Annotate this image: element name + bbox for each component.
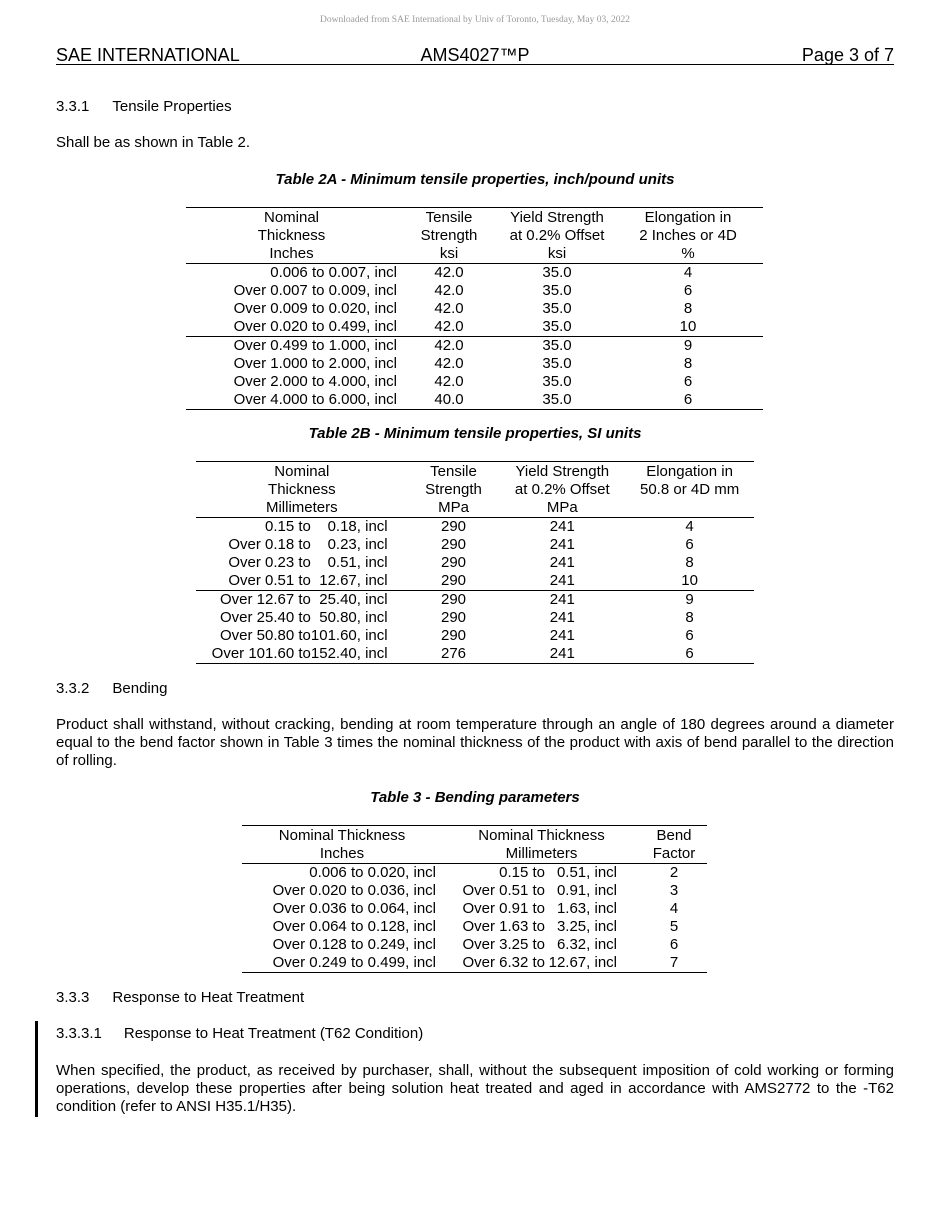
- thickness-mm-to-cell: 1.63, incl: [556, 900, 617, 917]
- table-row: [186, 373, 763, 391]
- table-row: [196, 591, 754, 610]
- table-row: [186, 300, 763, 318]
- table-2b: [196, 461, 754, 664]
- table-header-cell: ksi: [397, 245, 501, 264]
- table-header-cell: Yield Strength: [499, 462, 625, 482]
- tensile-cell: 42.0: [434, 264, 464, 281]
- yield-cell: 35.0: [501, 391, 613, 410]
- thickness-inches-cell: Over 0.128 to 0.249, incl: [272, 936, 436, 953]
- table-header-cell: Millimeters: [196, 499, 408, 518]
- yield-cell: 241: [549, 518, 575, 535]
- thickness-mm-to-cell: 3.25, incl: [556, 918, 617, 935]
- table-header-cell: Tensile: [397, 208, 501, 228]
- elongation-cell: 6: [613, 391, 763, 410]
- thickness-mm-to-cell: 6.32, incl: [556, 936, 617, 953]
- table-header-cell: MPa: [408, 499, 500, 518]
- section-number: 3.3.3.1: [56, 1025, 102, 1042]
- elongation-cell: 10: [681, 572, 698, 589]
- tensile-cell: 42.0: [434, 282, 464, 299]
- elongation-cell: 8: [685, 554, 694, 571]
- section-3-3-2-heading: [56, 680, 167, 698]
- yield-cell: 35.0: [542, 282, 572, 299]
- thickness-to-cell: 25.40, incl: [311, 591, 408, 610]
- tensile-cell: 290: [440, 627, 467, 644]
- thickness-cell: Over 4.000 to 6.000, incl: [186, 391, 397, 410]
- thickness-from-cell: Over 50.80 to: [220, 627, 311, 644]
- thickness-cell: Over 0.009 to 0.020, incl: [233, 300, 397, 317]
- elongation-cell: 8: [683, 300, 693, 317]
- elongation-cell: 10: [679, 318, 697, 335]
- table-header-cell: Millimeters: [442, 845, 641, 864]
- yield-cell: 241: [499, 645, 625, 664]
- yield-cell: 35.0: [542, 355, 572, 372]
- table-header-cell: at 0.2% Offset: [509, 227, 605, 244]
- table-header-cell: Inches: [186, 245, 397, 264]
- table-header-cell: %: [613, 245, 763, 264]
- table-header-cell: Thickness: [257, 227, 326, 244]
- yield-cell: 35.0: [542, 264, 572, 281]
- bend-factor-cell: 6: [669, 936, 679, 953]
- header-page-number: Page 3 of 7: [801, 45, 894, 65]
- table-header-cell: at 0.2% Offset: [514, 481, 610, 498]
- table-2a-caption: Table 2A - Minimum tensile properties, inch/pound units: [275, 171, 675, 188]
- table-header-cell: Nominal: [186, 208, 397, 228]
- thickness-from-cell: Over 25.40 to: [220, 609, 311, 626]
- table-row: [242, 954, 707, 973]
- table-header-cell: 50.8 or 4D mm: [639, 481, 740, 498]
- bend-factor-cell: 4: [669, 900, 679, 917]
- header-doc-number: AMS4027™P: [420, 45, 530, 65]
- table-row: [242, 882, 707, 900]
- yield-cell: 35.0: [542, 300, 572, 317]
- table-row: [196, 518, 754, 537]
- table-3: [242, 825, 707, 973]
- table-header-cell: Elongation in: [613, 208, 763, 228]
- thickness-cell: Over 1.000 to 2.000, incl: [233, 355, 397, 372]
- thickness-mm-from-cell: 0.15 to: [499, 864, 545, 881]
- table-header-cell: Inches: [242, 845, 442, 864]
- thickness-mm-from-cell: Over 3.25 to: [462, 936, 545, 953]
- thickness-inches-cell: Over 0.064 to 0.128, incl: [272, 918, 436, 935]
- thickness-to-cell: 152.40, incl: [311, 645, 408, 664]
- table-header-cell: Strength: [420, 227, 478, 244]
- elongation-cell: 6: [683, 282, 693, 299]
- tensile-cell: 42.0: [434, 318, 464, 335]
- elongation-cell: 6: [685, 627, 694, 644]
- thickness-mm-from-cell: Over 6.32 to: [442, 954, 545, 973]
- table-2a: [186, 207, 763, 410]
- elongation-cell: 6: [685, 536, 694, 553]
- thickness-cell: 0.006 to 0.007, incl: [270, 264, 397, 281]
- thickness-cell: Over 2.000 to 4.000, incl: [233, 373, 397, 390]
- elongation-cell: 4: [685, 518, 694, 535]
- thickness-to-cell: 0.18, incl: [327, 518, 388, 535]
- table-row: [186, 391, 763, 410]
- thickness-cell: Over 0.020 to 0.499, incl: [233, 318, 397, 335]
- yield-cell: 35.0: [542, 318, 572, 335]
- elongation-cell: 6: [625, 645, 754, 664]
- thickness-to-cell: 0.51, incl: [327, 554, 388, 571]
- revision-change-bar: [35, 1021, 38, 1117]
- thickness-cell: Over 0.007 to 0.009, incl: [233, 282, 397, 299]
- thickness-to-cell: 12.67, incl: [319, 572, 388, 589]
- section-3-3-3-1-heading: [56, 1025, 423, 1043]
- table-header-cell: [625, 499, 754, 518]
- elongation-cell: 9: [625, 591, 754, 610]
- section-3-3-1-heading: [56, 98, 232, 116]
- table-row: [242, 864, 707, 883]
- table-row: [196, 554, 754, 572]
- bend-factor-cell: 7: [641, 954, 707, 973]
- yield-cell: 35.0: [542, 373, 572, 390]
- section-title: Tensile Properties: [112, 98, 232, 115]
- section-3-3-1-text: Shall be as shown in Table 2.: [56, 134, 251, 151]
- tensile-cell: 290: [440, 572, 467, 589]
- bend-factor-cell: 2: [669, 864, 679, 881]
- section-3-3-3-heading: [56, 989, 304, 1007]
- tensile-cell: 290: [440, 554, 467, 571]
- header-org: SAE INTERNATIONAL: [56, 45, 240, 65]
- thickness-to-cell: 50.80, incl: [319, 609, 388, 626]
- thickness-mm-from-cell: Over 0.91 to: [462, 900, 545, 917]
- table-header-cell: Strength: [425, 481, 482, 498]
- section-number: 3.3.1: [56, 98, 90, 115]
- yield-cell: 241: [549, 536, 575, 553]
- table-header-cell: Thickness: [268, 481, 336, 498]
- thickness-mm-to-cell: 0.91, incl: [556, 882, 617, 899]
- section-title: Response to Heat Treatment (T62 Condition): [123, 1025, 424, 1042]
- thickness-mm-to-cell: 12.67, incl: [545, 954, 641, 973]
- table-row: [242, 900, 707, 918]
- elongation-cell: 8: [683, 355, 693, 372]
- table-header-cell: Nominal Thickness: [242, 826, 442, 846]
- tensile-cell: 290: [440, 518, 467, 535]
- table-2b-caption: Table 2B - Minimum tensile properties, SI units: [308, 425, 642, 442]
- table-header-cell: Elongation in: [625, 462, 754, 482]
- download-notice: Downloaded from SAE International by Univ of Toronto, Tuesday, May 03, 2022: [320, 15, 630, 25]
- thickness-to-cell: 0.23, incl: [327, 536, 388, 553]
- table-header-cell: MPa: [499, 499, 625, 518]
- table-row: [242, 936, 707, 954]
- thickness-mm-to-cell: 0.51, incl: [556, 864, 617, 881]
- elongation-cell: 9: [613, 337, 763, 356]
- table-row: [186, 264, 763, 283]
- tensile-cell: 42.0: [434, 355, 464, 372]
- table-row: [186, 282, 763, 300]
- table-row: [196, 627, 754, 645]
- thickness-mm-from-cell: Over 0.51 to: [462, 882, 545, 899]
- section-3-3-3-1-text: When specified, the product, as received by purchaser, shall, without the subsequent imposition of cold working or forming operations, develop these properties after being solution heat treated and aged in accordance with AMS2772 to the -T62 condition (refer to ANSI H35.1/H35).: [56, 1062, 894, 1115]
- section-number: 3.3.3: [56, 989, 90, 1006]
- tensile-cell: 290: [408, 591, 500, 610]
- bend-factor-cell: 3: [669, 882, 679, 899]
- thickness-from-cell: Over 101.60 to: [196, 645, 311, 664]
- table-header-cell: Yield Strength: [501, 208, 613, 228]
- thickness-from-cell: Over 0.18 to: [228, 536, 311, 553]
- thickness-inches-cell: Over 0.020 to 0.036, incl: [272, 882, 436, 899]
- thickness-inches-cell: Over 0.036 to 0.064, incl: [272, 900, 436, 917]
- table-header-cell: Nominal Thickness: [442, 826, 641, 846]
- tensile-cell: 40.0: [397, 391, 501, 410]
- table-row: [196, 572, 754, 591]
- tensile-cell: 276: [408, 645, 500, 664]
- thickness-inches-cell: 0.006 to 0.020, incl: [309, 864, 436, 881]
- thickness-inches-cell: Over 0.249 to 0.499, incl: [242, 954, 442, 973]
- yield-cell: 241: [549, 572, 575, 589]
- thickness-mm-from-cell: Over 1.63 to: [462, 918, 545, 935]
- thickness-from-cell: 0.15 to: [265, 518, 311, 535]
- tensile-cell: 290: [440, 536, 467, 553]
- bend-factor-cell: 5: [669, 918, 679, 935]
- yield-cell: 241: [549, 554, 575, 571]
- elongation-cell: 4: [683, 264, 693, 281]
- elongation-cell: 8: [685, 609, 694, 626]
- table-header-cell: Factor: [641, 845, 707, 864]
- tensile-cell: 290: [440, 609, 467, 626]
- header-rule: [56, 64, 894, 65]
- tensile-cell: 42.0: [434, 373, 464, 390]
- table-row: [196, 536, 754, 554]
- yield-cell: 241: [549, 627, 575, 644]
- thickness-from-cell: Over 0.23 to: [228, 554, 311, 571]
- thickness-from-cell: Over 12.67 to: [196, 591, 311, 610]
- table-header-cell: 2 Inches or 4D: [639, 227, 737, 244]
- table-row: [242, 918, 707, 936]
- table-header-cell: Tensile: [408, 462, 500, 482]
- table-header-cell: Nominal: [196, 462, 408, 482]
- tensile-cell: 42.0: [434, 300, 464, 317]
- section-3-3-2-text: Product shall withstand, without cracking, bending at room temperature through an angle of 180 degrees around a diameter equal to the bend factor shown in Table 3 times the nominal thickness of the product with axis of bend parallel to the direction of rolling.: [56, 716, 894, 769]
- yield-cell: 241: [499, 591, 625, 610]
- yield-cell: 35.0: [501, 337, 613, 356]
- thickness-cell: Over 0.499 to 1.000, incl: [186, 337, 397, 356]
- section-title: Response to Heat Treatment: [112, 989, 305, 1006]
- table-header-cell: ksi: [501, 245, 613, 264]
- table-row: [196, 645, 754, 664]
- tensile-cell: 42.0: [397, 337, 501, 356]
- table-3-caption: Table 3 - Bending parameters: [370, 789, 580, 806]
- table-row: [186, 355, 763, 373]
- table-row: [186, 318, 763, 337]
- table-row: [186, 337, 763, 356]
- table-row: [196, 609, 754, 627]
- yield-cell: 241: [549, 609, 575, 626]
- elongation-cell: 6: [683, 373, 693, 390]
- table-header-cell: Bend: [641, 826, 707, 846]
- section-number: 3.3.2: [56, 680, 90, 697]
- section-title: Bending: [112, 680, 168, 697]
- thickness-to-cell: 101.60, incl: [310, 627, 388, 644]
- thickness-from-cell: Over 0.51 to: [228, 572, 311, 589]
